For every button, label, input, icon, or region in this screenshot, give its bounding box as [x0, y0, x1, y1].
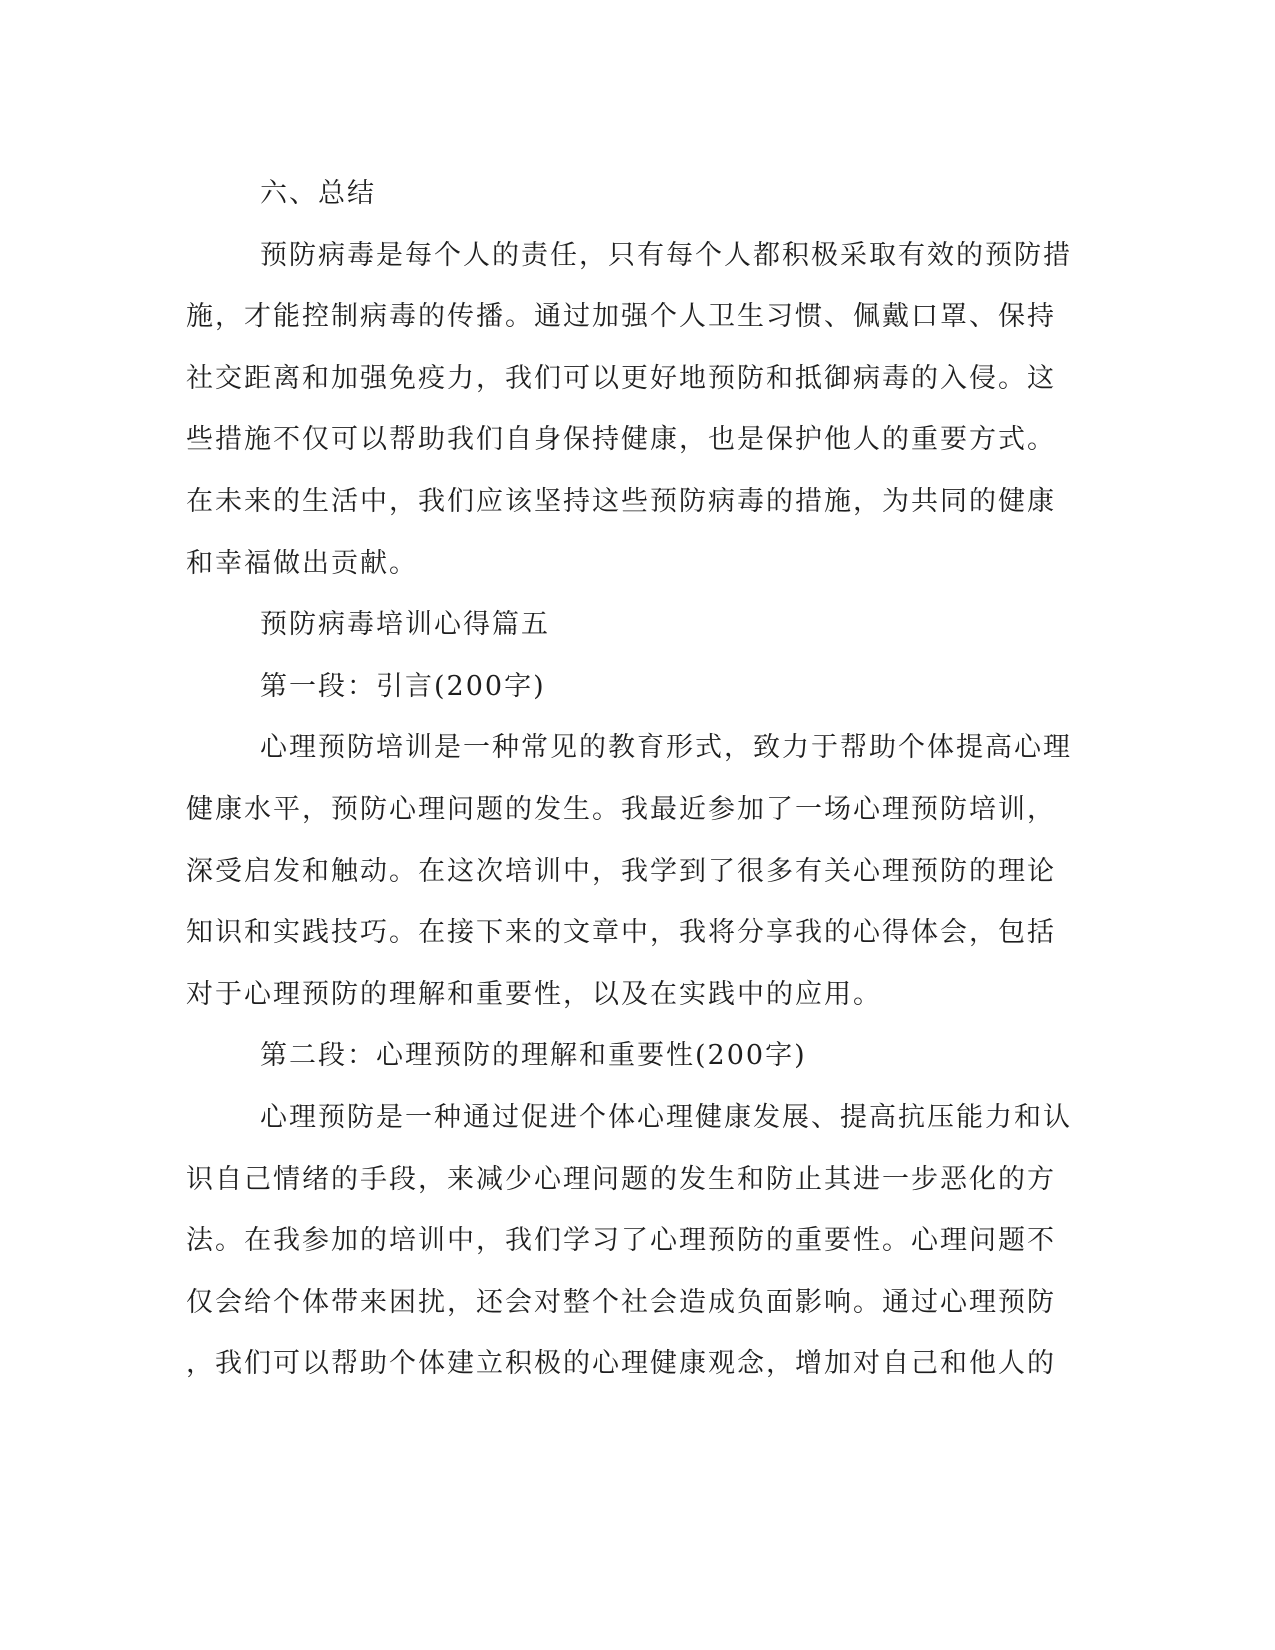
paragraph-line: 预防病毒是每个人的责任，只有每个人都积极采取有效的预防措: [260, 239, 1072, 271]
section-heading: 六、总结: [260, 178, 376, 209]
paragraph-line: 知识和实践技巧。在接下来的文章中，我将分享我的心得体会，包括: [186, 917, 1056, 949]
section-heading: 第二段：心理预防的理解和重要性(200字): [260, 1040, 807, 1072]
section-heading: 第一段：引言(200字): [260, 670, 546, 702]
paragraph-line: 些措施不仅可以帮助我们自身保持健康，也是保护他人的重要方式。: [186, 424, 1056, 456]
paragraph-line: 识自己情绪的手段，来减少心理问题的发生和防止其进一步恶化的方: [186, 1163, 1056, 1195]
paragraph-line: 和幸福做出贡献。: [186, 547, 418, 579]
paragraph-line: 对于心理预防的理解和重要性，以及在实践中的应用。: [186, 978, 882, 1010]
paragraph-line: 施，才能控制病毒的传播。通过加强个人卫生习惯、佩戴口罩、保持: [186, 301, 1056, 333]
paragraph-line: 仅会给个体带来困扰，还会对整个社会造成负面影响。通过心理预防: [186, 1286, 1056, 1318]
paragraph-line: 心理预防培训是一种常见的教育形式，致力于帮助个体提高心理: [260, 732, 1072, 764]
article-title: 预防病毒培训心得篇五: [260, 609, 550, 641]
paragraph-line: 社交距离和加强免疫力，我们可以更好地预防和抵御病毒的入侵。这: [186, 362, 1056, 394]
paragraph-line: 健康水平，预防心理问题的发生。我最近参加了一场心理预防培训，: [186, 793, 1056, 825]
paragraph-line: 心理预防是一种通过促进个体心理健康发展、提高抗压能力和认: [260, 1101, 1072, 1133]
paragraph-line: ，我们可以帮助个体建立积极的心理健康观念，增加对自己和他人的: [186, 1348, 1056, 1380]
paragraph-line: 深受启发和触动。在这次培训中，我学到了很多有关心理预防的理论: [186, 855, 1056, 887]
paragraph-line: 在未来的生活中，我们应该坚持这些预防病毒的措施，为共同的健康: [186, 485, 1056, 517]
document-body: [186, 163, 1072, 1395]
paragraph-line: 法。在我参加的培训中，我们学习了心理预防的重要性。心理问题不: [186, 1225, 1056, 1257]
